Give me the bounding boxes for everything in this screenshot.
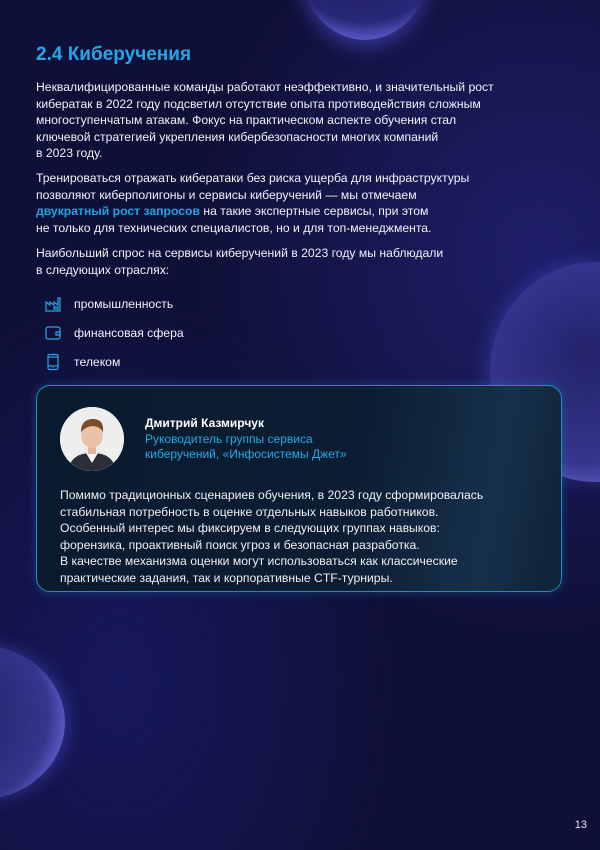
role-line: киберучений, «Инфосистемы Джет» <box>145 447 347 461</box>
text-line: в следующих отраслях: <box>36 262 170 277</box>
decorative-sphere-left <box>0 645 65 800</box>
page-number: 13 <box>574 819 587 831</box>
list-item-industry <box>44 347 184 376</box>
list-item-label: промышленность <box>74 296 174 311</box>
text-line: практические задания, так и корпоративные CTF-турниры. <box>60 570 393 585</box>
text-line: в 2023 году. <box>36 146 103 161</box>
text-line: Помимо традиционных сценариев обучения, в 2023 году сформировалась <box>60 488 484 502</box>
highlight-text: двукратный рост запросов <box>36 204 200 219</box>
demand-paragraph <box>36 245 443 278</box>
section-title: 2.4 Киберучения <box>36 44 192 65</box>
expert-quote-card <box>36 385 562 592</box>
text-line: В качестве механизма оценки могут использоваться как классические <box>60 554 458 569</box>
wallet-icon <box>44 324 62 342</box>
text-line: ключевой стратегией укрепления кибербезопасности многих компаний <box>36 129 439 144</box>
text-line: Тренироваться отражать кибератаки без риска ущерба для инфраструктуры <box>36 171 470 185</box>
training-paragraph <box>36 170 469 236</box>
list-item-industry <box>44 289 184 318</box>
decorative-sphere-top <box>300 0 430 40</box>
text-line: Наибольший спрос на сервисы киберучений в 2023 году мы наблюдали <box>36 246 444 260</box>
text-line: многоступенчатым атакам. Фокус на практическом аспекте обучения стал <box>36 113 457 128</box>
quote-text <box>60 487 550 587</box>
phone-icon <box>44 353 62 371</box>
expert-name: Дмитрий Казмирчук <box>145 416 264 430</box>
avatar <box>60 407 124 471</box>
list-item-label: телеком <box>74 354 121 369</box>
text-line: Особенный интерес мы фиксируем в следующих группах навыков: <box>60 521 440 536</box>
role-line: Руководитель группы сервиса <box>145 432 313 446</box>
list-item-industry <box>44 318 184 347</box>
text-line: не только для технических специалистов, но и для топ-менеджмента. <box>36 220 432 235</box>
intro-paragraph <box>36 79 494 162</box>
list-item-label: финансовая сфера <box>74 325 184 340</box>
text-line: форензика, проактивный поиск угроз и безопасная разработка. <box>60 537 420 552</box>
factory-icon <box>44 295 62 313</box>
text-line: позволяют киберполигоны и сервисы киберучений — мы отмечаем <box>36 187 417 202</box>
text-line: стабильная потребность в оценке отдельных навыков работников. <box>60 504 439 519</box>
text-line: кибератак в 2022 году подсветил отсутствие опыта противодействия сложным <box>36 96 481 111</box>
industries-list <box>44 289 184 376</box>
expert-role <box>145 432 445 462</box>
text-line: Неквалифицированные команды работают неэффективно, и значительный рост <box>36 80 494 94</box>
text-line: на такие экспертные сервисы, при этом <box>199 204 429 219</box>
